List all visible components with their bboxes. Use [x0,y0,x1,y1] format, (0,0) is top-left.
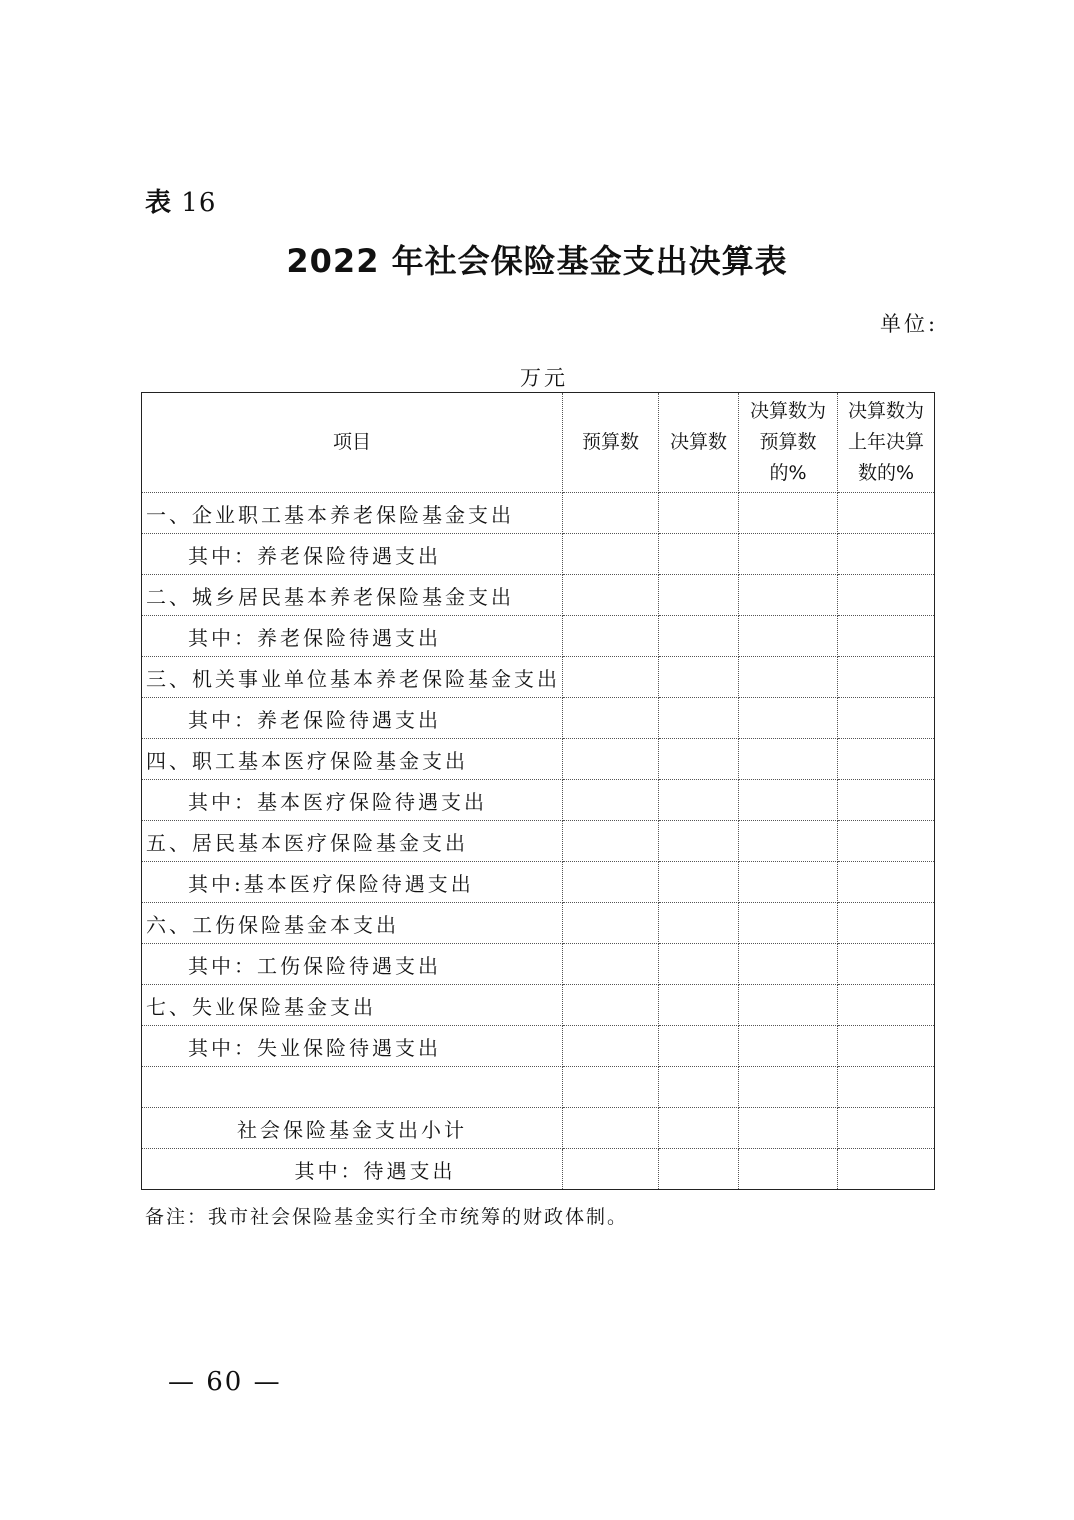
table-row [142,493,935,534]
unit-value: 万元 [520,366,568,390]
unit-label: 单位: [880,312,939,336]
table-label [145,182,216,219]
page-number: — 60 — [168,1367,282,1397]
pct-prev-cell [838,944,935,985]
pct-budget-cell [739,944,838,985]
footnote: 备注：我市社会保险基金实行全市统筹的财政体制。 [145,1206,629,1228]
pct-budget-cell [739,862,838,903]
budget-cell [563,493,659,534]
row-label [142,1067,563,1108]
budget-cell [563,534,659,575]
budget-cell [563,698,659,739]
row-label: 七、失业保险基金支出 [142,985,563,1026]
pct-budget-cell [739,1108,838,1149]
final-cell [659,1026,739,1067]
pct-prev-cell [838,862,935,903]
column-header-pct-prev [838,393,935,493]
final-cell [659,821,739,862]
table-row [142,985,935,1026]
pct-prev-cell [838,739,935,780]
table-row [142,739,935,780]
row-label: 六、工伤保险基金本支出 [142,903,563,944]
table-row [142,657,935,698]
final-cell [659,657,739,698]
final-cell [659,985,739,1026]
final-cell [659,944,739,985]
budget-cell [563,1149,659,1190]
table-row [142,698,935,739]
pct-budget-line-3: 的% [769,462,807,484]
pct-budget-cell [739,534,838,575]
pct-budget-cell [739,1026,838,1067]
final-cell [659,862,739,903]
row-label: 五、居民基本医疗保险基金支出 [142,821,563,862]
final-cell [659,493,739,534]
row-label: 四、职工基本医疗保险基金支出 [142,739,563,780]
table-row [142,903,935,944]
table-label-number: 16 [181,188,217,218]
pct-budget-line-1: 决算数为 [749,400,826,422]
row-label: 三、机关事业单位基本养老保险基金支出 [142,657,563,698]
budget-cell [563,1026,659,1067]
budget-cell [563,903,659,944]
final-cell [659,1067,739,1108]
pct-prev-cell [838,575,935,616]
pct-prev-cell [838,903,935,944]
pct-budget-cell [739,903,838,944]
pct-budget-cell [739,1149,838,1190]
pct-prev-cell [838,493,935,534]
final-cell [659,903,739,944]
row-label: 其中：失业保险待遇支出 [142,1026,563,1067]
table-row [142,534,935,575]
pct-budget-cell [739,821,838,862]
pct-budget-cell [739,575,838,616]
pct-budget-cell [739,985,838,1026]
row-label: 其中：养老保险待遇支出 [142,616,563,657]
budget-cell [563,985,659,1026]
row-label: 其中：工伤保险待遇支出 [142,944,563,985]
budget-cell [563,780,659,821]
row-label: 社会保险基金支出小计 [142,1108,563,1149]
column-header-final: 决算数 [659,393,739,493]
table-row [142,575,935,616]
table-row [142,616,935,657]
pct-budget-cell [739,657,838,698]
budget-cell [563,657,659,698]
pct-budget-cell [739,780,838,821]
table-row [142,1108,935,1149]
final-cell [659,1108,739,1149]
budget-cell [563,616,659,657]
final-cell [659,534,739,575]
column-header-pct-budget [739,393,838,493]
pct-prev-cell [838,985,935,1026]
table-row [142,862,935,903]
pct-prev-line-3: 数的% [857,462,915,484]
table-row [142,1067,935,1108]
row-label: 一、企业职工基本养老保险基金支出 [142,493,563,534]
table-row [142,780,935,821]
pct-prev-cell [838,1026,935,1067]
row-label: 其中：基本医疗保险待遇支出 [142,780,563,821]
table-label-prefix: 表 [145,188,173,218]
final-cell [659,698,739,739]
budget-cell [563,862,659,903]
final-cell [659,575,739,616]
pct-prev-cell [838,534,935,575]
row-label: 其中：养老保险待遇支出 [142,534,563,575]
pct-prev-cell [838,780,935,821]
table-row [142,1149,935,1190]
pct-prev-cell [838,698,935,739]
pct-prev-cell [838,1149,935,1190]
budget-cell [563,821,659,862]
final-cell [659,1149,739,1190]
pct-prev-cell [838,616,935,657]
header-row [142,393,935,493]
pct-budget-line-2: 预算数 [759,431,817,453]
row-label: 其中：待遇支出 [142,1149,563,1190]
pct-budget-cell [739,616,838,657]
pct-prev-cell [838,1108,935,1149]
budget-cell [563,575,659,616]
expenditure-table [141,392,935,1190]
pct-prev-cell [838,821,935,862]
budget-cell [563,1067,659,1108]
column-header-item: 项目 [142,393,563,493]
table-row [142,821,935,862]
row-label: 其中：养老保险待遇支出 [142,698,563,739]
pct-budget-cell [739,739,838,780]
final-cell [659,780,739,821]
budget-cell [563,739,659,780]
row-label: 其中:基本医疗保险待遇支出 [142,862,563,903]
budget-cell [563,944,659,985]
final-cell [659,739,739,780]
pct-budget-cell [739,493,838,534]
pct-budget-cell [739,698,838,739]
pct-prev-line-1: 决算数为 [847,400,924,422]
budget-cell [563,1108,659,1149]
table-row [142,1026,935,1067]
pct-prev-line-2: 上年决算 [847,431,924,453]
pct-budget-cell [739,1067,838,1108]
document-title: 2022 年社会保险基金支出决算表 [286,242,788,280]
row-label: 二、城乡居民基本养老保险基金支出 [142,575,563,616]
final-cell [659,616,739,657]
table-row [142,944,935,985]
pct-prev-cell [838,1067,935,1108]
column-header-budget: 预算数 [563,393,659,493]
pct-prev-cell [838,657,935,698]
